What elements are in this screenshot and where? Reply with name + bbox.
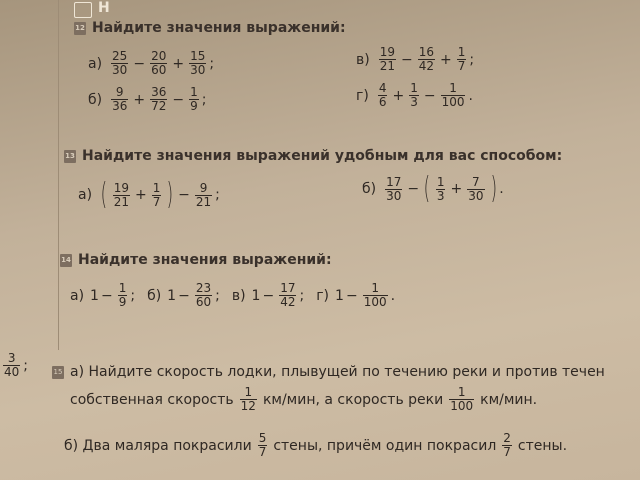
operator: − bbox=[345, 287, 358, 304]
text: км/мин. bbox=[480, 391, 538, 408]
close-parenthesis: ) bbox=[490, 171, 497, 206]
denominator: 7 bbox=[457, 59, 466, 73]
exercise-14-a bbox=[70, 282, 135, 309]
item-label: г) bbox=[316, 287, 330, 304]
fraction bbox=[152, 182, 162, 209]
denominator: 7 bbox=[152, 194, 161, 209]
page-margin-line bbox=[58, 0, 59, 350]
exercise-12-title: Найдите значения выражений: bbox=[92, 20, 346, 36]
numerator: 3 bbox=[7, 351, 16, 365]
item-label: а) bbox=[70, 287, 85, 304]
denominator: 100 bbox=[450, 399, 474, 413]
denominator: 9 bbox=[118, 295, 127, 309]
operator: + bbox=[172, 55, 185, 72]
fraction bbox=[150, 86, 167, 113]
section-letter: Н bbox=[98, 0, 110, 16]
text: стены. bbox=[517, 437, 568, 454]
exercise-14-items bbox=[70, 282, 395, 309]
text: б) Два маляра покрасили bbox=[64, 437, 252, 454]
punctuation: ; bbox=[201, 91, 207, 108]
fraction bbox=[385, 176, 402, 203]
punctuation: ; bbox=[23, 357, 28, 374]
punctuation: ; bbox=[215, 187, 220, 203]
left-margin-fraction bbox=[0, 352, 28, 379]
operator: − bbox=[178, 187, 190, 203]
numerator: 1 bbox=[190, 85, 198, 99]
punctuation: ; bbox=[215, 287, 220, 304]
denominator: 3 bbox=[410, 95, 418, 109]
denominator: 42 bbox=[418, 59, 435, 73]
denominator: 21 bbox=[113, 194, 130, 209]
fraction bbox=[111, 50, 128, 77]
operator: − bbox=[178, 287, 190, 304]
numerator: 19 bbox=[113, 180, 130, 195]
denominator: 21 bbox=[379, 59, 395, 73]
numerator: 1 bbox=[457, 45, 466, 59]
punctuation: ; bbox=[209, 55, 215, 72]
exercise-14-title: Найдите значения выражений: bbox=[78, 252, 332, 268]
fraction bbox=[436, 176, 446, 203]
denominator: 7 bbox=[258, 445, 267, 459]
operator: − bbox=[401, 51, 413, 68]
denominator: 100 bbox=[363, 295, 387, 309]
numerator: 1 bbox=[436, 174, 445, 189]
numerator: 7 bbox=[472, 174, 480, 189]
fraction bbox=[502, 432, 512, 459]
exercise-12-b bbox=[88, 86, 207, 113]
numerator: 1 bbox=[449, 81, 457, 95]
denominator: 36 bbox=[112, 99, 128, 113]
exercise-15-line-2 bbox=[70, 386, 537, 413]
denominator: 40 bbox=[4, 365, 20, 379]
text: км/мин, а скорость реки bbox=[262, 391, 444, 408]
exercise-12-g bbox=[356, 82, 473, 109]
numerator: 2 bbox=[503, 431, 511, 445]
denominator: 72 bbox=[151, 99, 167, 113]
operator: + bbox=[440, 51, 452, 68]
fraction bbox=[189, 86, 199, 113]
numerator: 16 bbox=[418, 45, 435, 59]
open-parenthesis: ( bbox=[100, 177, 108, 212]
punctuation: . bbox=[468, 87, 473, 104]
numerator: 23 bbox=[195, 281, 212, 295]
numerator: 25 bbox=[112, 49, 128, 63]
item-label: в) bbox=[356, 51, 370, 68]
numerator: 17 bbox=[386, 174, 402, 189]
fraction bbox=[195, 282, 212, 309]
numerator: 5 bbox=[258, 431, 267, 445]
punctuation: ; bbox=[469, 51, 475, 68]
exercise-12-v bbox=[356, 46, 474, 73]
denominator: 9 bbox=[190, 99, 198, 113]
denominator: 6 bbox=[378, 95, 387, 109]
section-header-icon bbox=[74, 2, 92, 18]
denominator: 30 bbox=[468, 188, 484, 203]
text: стены, причём один покрасил bbox=[273, 437, 497, 454]
fraction bbox=[195, 182, 212, 209]
numerator: 19 bbox=[379, 45, 395, 59]
numerator: 9 bbox=[199, 180, 208, 195]
operator: + bbox=[450, 181, 463, 197]
denominator: 3 bbox=[436, 188, 445, 203]
punctuation: ; bbox=[299, 287, 305, 304]
exercise-13-heading bbox=[64, 148, 562, 164]
fraction bbox=[240, 386, 257, 413]
exercise-15-line-1 bbox=[52, 364, 605, 380]
denominator: 7 bbox=[503, 445, 511, 459]
numerator: 15 bbox=[190, 49, 206, 63]
integer: 1 bbox=[167, 287, 177, 304]
denominator: 60 bbox=[195, 295, 212, 309]
exercise-15-line-3 bbox=[64, 432, 567, 459]
punctuation: ; bbox=[130, 287, 136, 304]
fraction bbox=[118, 282, 128, 309]
exercise-12-heading bbox=[74, 20, 346, 36]
fraction bbox=[258, 432, 268, 459]
denominator: 21 bbox=[195, 194, 212, 209]
fraction bbox=[279, 282, 296, 309]
fraction bbox=[363, 282, 388, 309]
denominator: 100 bbox=[441, 95, 465, 109]
item-label: а) bbox=[78, 187, 93, 203]
operator: − bbox=[423, 87, 436, 104]
exercise-12-a bbox=[88, 50, 214, 77]
integer: 1 bbox=[335, 287, 344, 304]
fraction bbox=[3, 352, 20, 379]
text: собственная скорость bbox=[70, 391, 234, 408]
close-parenthesis: ) bbox=[167, 177, 174, 212]
item-label: г) bbox=[356, 87, 369, 104]
fraction bbox=[418, 46, 435, 73]
exercise-14-g bbox=[316, 282, 395, 309]
denominator: 42 bbox=[280, 295, 296, 309]
numerator: 20 bbox=[151, 49, 167, 63]
fraction bbox=[467, 176, 484, 203]
exercise-14-b bbox=[147, 282, 220, 309]
fraction bbox=[441, 82, 466, 109]
item-label: в) bbox=[231, 287, 246, 304]
operator: − bbox=[133, 55, 146, 72]
denominator: 30 bbox=[190, 63, 206, 77]
item-label: б) bbox=[362, 181, 377, 197]
numerator: 4 bbox=[378, 81, 387, 95]
numerator: 1 bbox=[152, 180, 161, 195]
numerator: 36 bbox=[151, 85, 167, 99]
item-label: а) bbox=[88, 55, 103, 72]
denominator: 30 bbox=[112, 63, 128, 77]
fraction bbox=[409, 82, 419, 109]
numerator: 1 bbox=[244, 385, 253, 399]
numerator: 9 bbox=[115, 85, 124, 99]
operator: − bbox=[262, 287, 275, 304]
operator: + bbox=[392, 87, 405, 104]
open-parenthesis: ( bbox=[423, 171, 431, 206]
exercise-14-number: 14 bbox=[60, 254, 72, 267]
punctuation: . bbox=[390, 287, 396, 304]
exercise-15-text-a: а) Найдите скорость лодки, плывущей по течению реки и против течен bbox=[70, 364, 605, 380]
numerator: 1 bbox=[410, 81, 418, 95]
integer: 1 bbox=[251, 287, 261, 304]
exercise-12-number: 12 bbox=[74, 22, 86, 35]
exercise-13-a bbox=[78, 177, 220, 212]
fraction bbox=[379, 46, 396, 73]
operator: + bbox=[133, 91, 146, 108]
numerator: 1 bbox=[457, 385, 466, 399]
item-label: б) bbox=[147, 287, 162, 304]
denominator: 60 bbox=[151, 63, 167, 77]
exercise-14-heading bbox=[60, 252, 332, 268]
operator: − bbox=[172, 91, 185, 108]
fraction bbox=[150, 50, 167, 77]
operator: − bbox=[100, 287, 113, 304]
exercise-14-v bbox=[232, 282, 304, 309]
operator: − bbox=[407, 181, 420, 197]
fraction bbox=[111, 86, 128, 113]
item-label: б) bbox=[88, 91, 103, 108]
integer: 1 bbox=[90, 287, 99, 304]
punctuation: . bbox=[499, 181, 504, 197]
operator: + bbox=[135, 187, 147, 203]
fraction bbox=[189, 50, 206, 77]
numerator: 1 bbox=[118, 281, 127, 295]
exercise-13-title: Найдите значения выражений удобным для вас способом: bbox=[82, 148, 563, 164]
exercise-13-number: 13 bbox=[64, 150, 76, 163]
exercise-15-number: 15 bbox=[52, 366, 64, 379]
fraction bbox=[449, 386, 474, 413]
fraction bbox=[378, 82, 388, 109]
numerator: 1 bbox=[371, 281, 379, 295]
fraction bbox=[457, 46, 467, 73]
exercise-13-b bbox=[362, 171, 504, 206]
denominator: 12 bbox=[240, 399, 256, 413]
denominator: 30 bbox=[386, 188, 402, 203]
numerator: 17 bbox=[280, 281, 296, 295]
fraction bbox=[113, 182, 130, 209]
